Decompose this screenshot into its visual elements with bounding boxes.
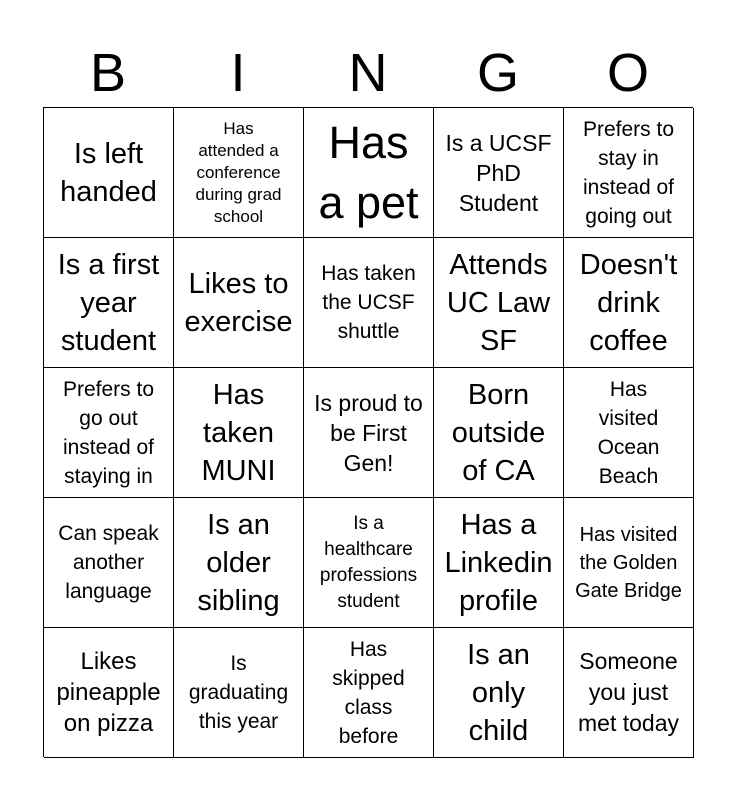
cell-text: Is proud to be First Gen! — [314, 389, 423, 476]
bingo-cell[interactable] — [304, 628, 434, 758]
header-letter-g: G — [476, 43, 519, 103]
bingo-cell[interactable] — [434, 498, 564, 628]
bingo-cell[interactable] — [44, 238, 174, 368]
cell-text: Is left handed — [60, 137, 157, 208]
header-letter-n: N — [348, 43, 388, 103]
cell-text: Has visited Ocean Beach — [597, 377, 660, 488]
cell-text: Is an only child — [467, 638, 530, 747]
bingo-cell[interactable] — [44, 368, 174, 498]
cell-text: Is a healthcare professions student — [319, 512, 418, 612]
cell-text: Is a UCSF PhD Student — [445, 129, 552, 216]
cell-text: Has taken the UCSF shuttle — [321, 262, 416, 343]
cell-text: Someone you just met today — [578, 648, 679, 736]
header-letter-i: I — [230, 43, 246, 103]
bingo-cell[interactable] — [174, 628, 304, 758]
cell-text: Has skipped class before — [332, 637, 405, 748]
bingo-cell[interactable] — [434, 368, 564, 498]
cell-text: Has taken MUNI — [201, 378, 276, 487]
cell-text: Attends UC Law SF — [446, 248, 551, 357]
cell-text: Is an older sibling — [197, 508, 280, 617]
bingo-cell[interactable] — [434, 108, 564, 238]
cell-text: Born outside of CA — [451, 378, 546, 487]
bingo-cell[interactable] — [304, 108, 434, 238]
bingo-cell[interactable] — [304, 498, 434, 628]
cell-text: Doesn't drink coffee — [579, 248, 678, 357]
bingo-cell[interactable] — [44, 628, 174, 758]
bingo-cell[interactable] — [434, 628, 564, 758]
cell-text: Has a Linkedin profile — [444, 508, 553, 617]
bingo-cell[interactable] — [564, 498, 694, 628]
cell-text: Likes to exercise — [184, 267, 293, 338]
bingo-cell[interactable] — [174, 108, 304, 238]
cell-text: Prefers to go out instead of staying in — [62, 377, 155, 488]
header-letter-o: O — [606, 43, 649, 103]
bingo-cell[interactable] — [174, 368, 304, 498]
bingo-cell[interactable] — [564, 108, 694, 238]
bingo-cell[interactable] — [304, 368, 434, 498]
bingo-cell[interactable] — [44, 498, 174, 628]
bingo-cell[interactable] — [564, 368, 694, 498]
bingo-cell[interactable] — [434, 238, 564, 368]
bingo-cell[interactable] — [564, 238, 694, 368]
cell-text: Is graduating this year — [188, 652, 289, 733]
bingo-cell[interactable] — [174, 238, 304, 368]
cell-text: Likes pineapple on pizza — [56, 648, 161, 737]
cell-text: Can speak another language — [58, 522, 159, 603]
cell-text: Prefers to stay in instead of going out — [582, 117, 675, 228]
bingo-board — [43, 107, 693, 757]
header-letter-b: B — [89, 43, 127, 103]
cell-text: Has visited the Golden Gate Bridge — [575, 523, 682, 602]
bingo-cell[interactable] — [44, 108, 174, 238]
bingo-cell[interactable] — [564, 628, 694, 758]
bingo-cell[interactable] — [174, 498, 304, 628]
cell-text: Is a first year student — [57, 248, 160, 357]
cell-text: Has attended a conference during grad school — [195, 118, 282, 226]
bingo-cell[interactable] — [304, 238, 434, 368]
bingo-header — [43, 38, 693, 108]
cell-text: Has a pet — [318, 116, 419, 228]
